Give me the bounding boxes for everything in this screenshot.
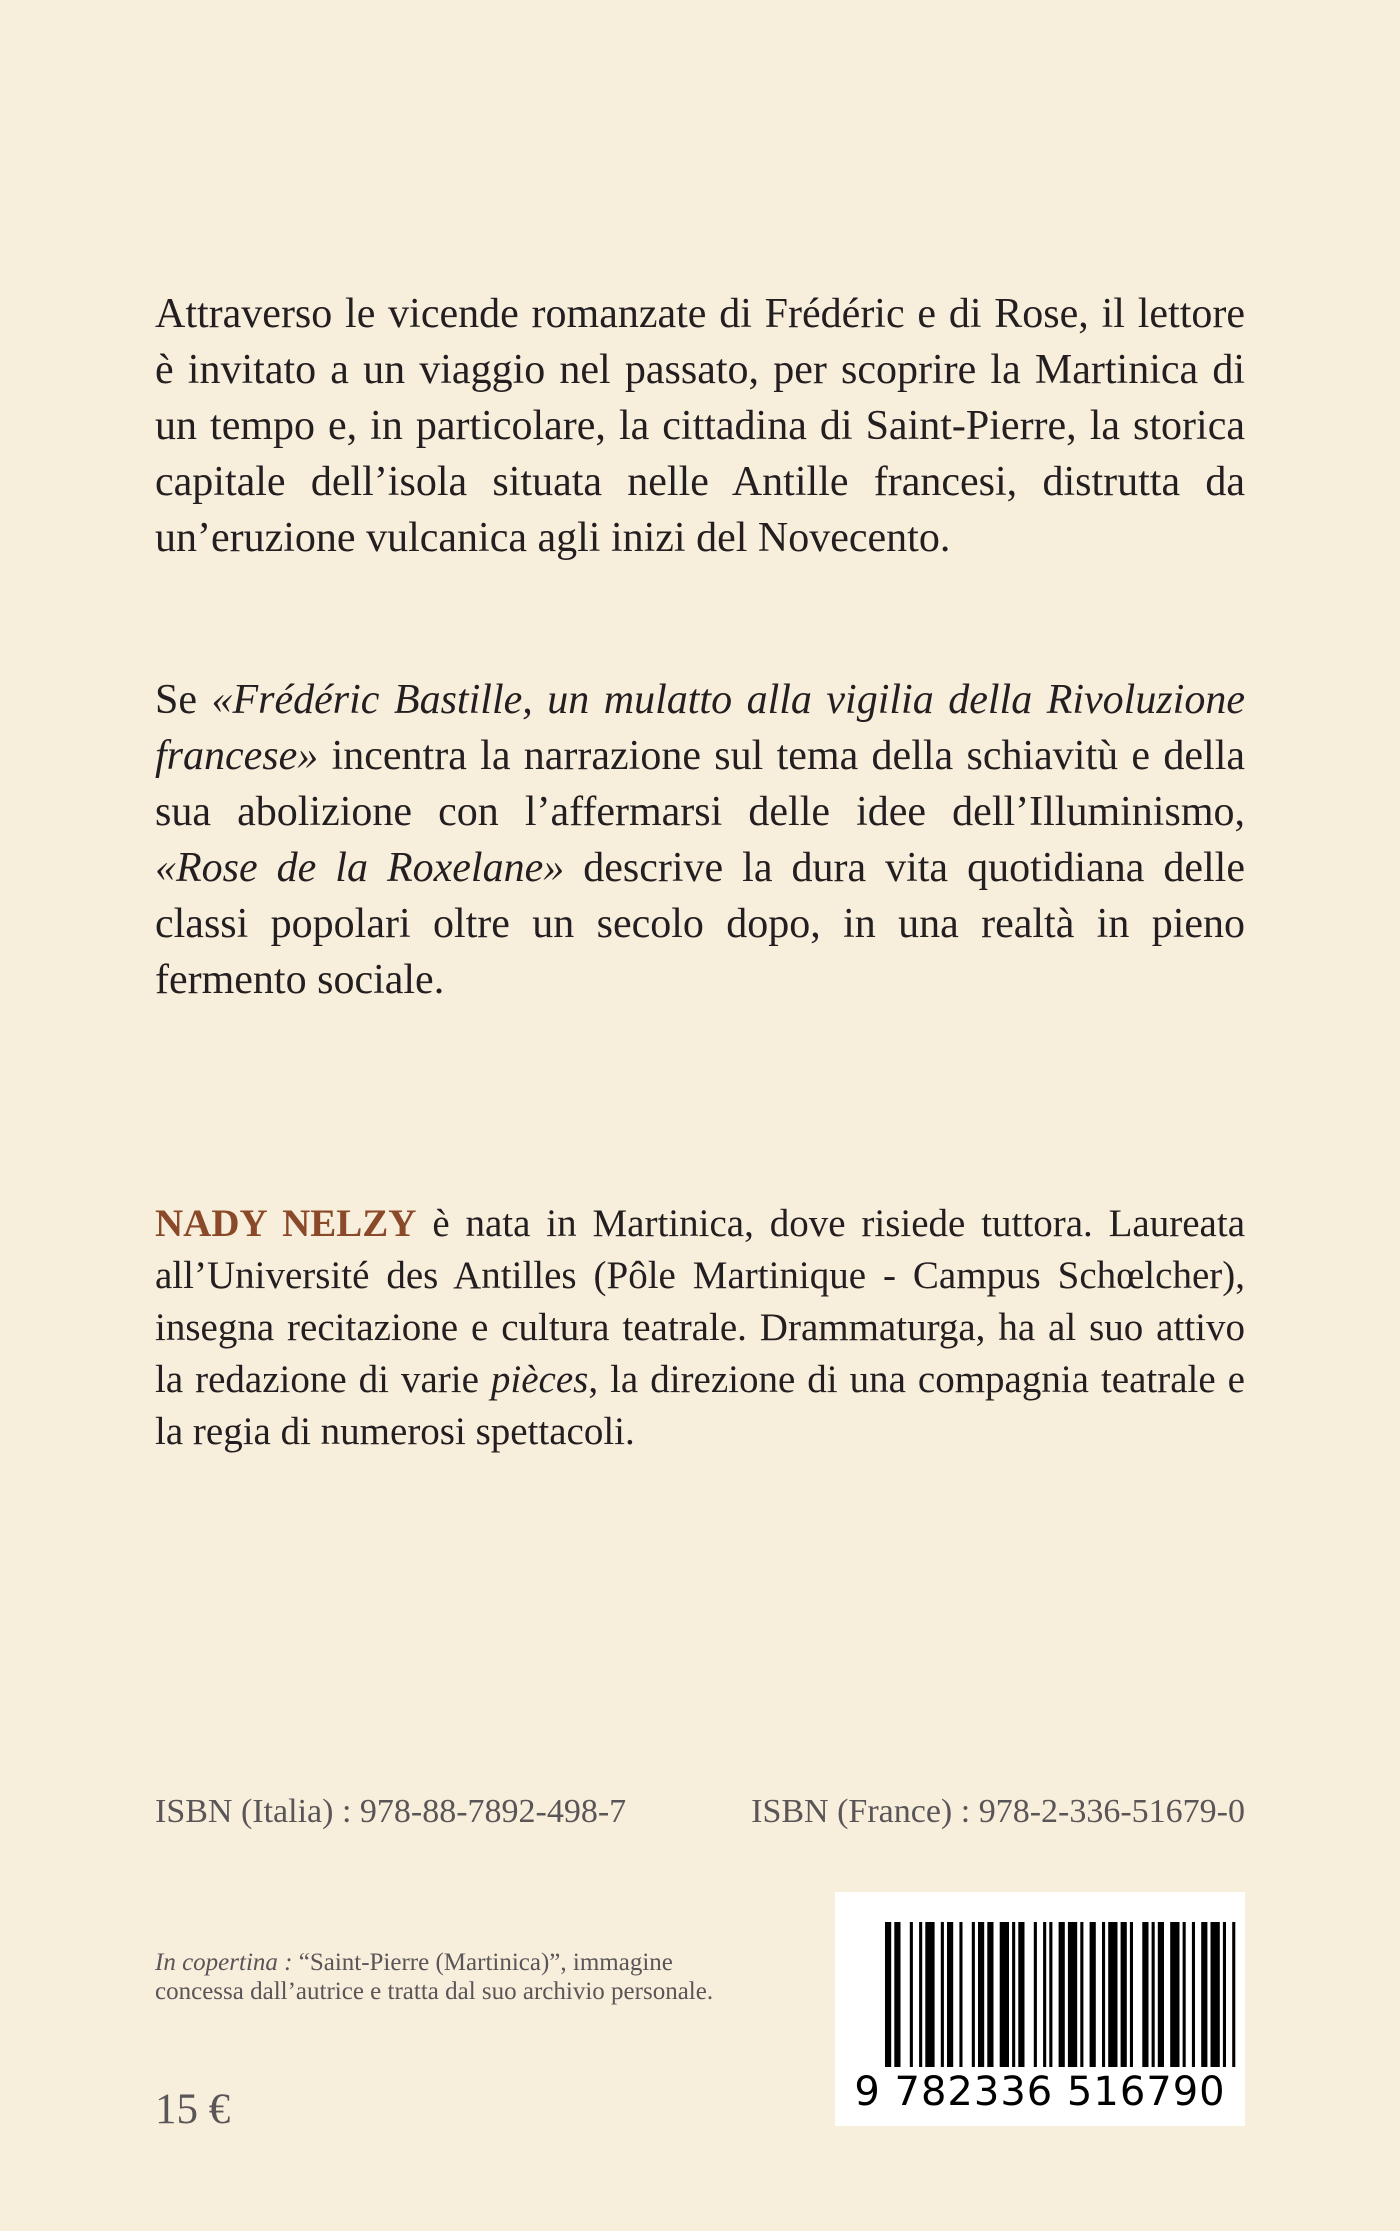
- book-title-frederic-bastille: «Frédéric Bastille, un mulatto alla vigilia della Rivoluzione francese»: [155, 677, 1245, 779]
- author-bio: [155, 1198, 1245, 1458]
- barcode-digits: 9 782336 516790: [854, 2069, 1226, 2115]
- cover-credit-label: In copertina :: [155, 1949, 293, 1976]
- author-bio-start: è nata in Martinica, dove risiede tuttora. Laureata all’Université des Antilles (Pôle Martinique - Campus Schœlcher), insegna recitazione e cultura teatrale. Drammaturga, ha al suo attivo la redazione di varie: [155, 1202, 1245, 1401]
- author-bio-end: , la direzione di una compagnia teatrale e la regia di numerosi spettacoli.: [155, 1358, 1245, 1453]
- price: 15 €: [155, 2086, 231, 2133]
- isbn-italia: ISBN (Italia) : 978-88-7892-498-7: [155, 1793, 627, 1830]
- synopsis-mid: incentra la narrazione sul tema della schiavitù e della sua abolizione con l’affermarsi delle idee dell’Illuminismo,: [155, 733, 1245, 835]
- synopsis-paragraph-2: [155, 672, 1245, 1008]
- cover-credit-text: “Saint-Pierre (Martinica)”, immagine concessa dall’autrice e tratta dal suo archivio personale.: [155, 1949, 714, 2005]
- synopsis-paragraph-1: Attraverso le vicende romanzate di Frédéric e di Rose, il lettore è invitato a un viaggio nel passato, per scoprire la Martinica di un tempo e, in particolare, la cittadina di Saint-Pierre, la storica capitale dell’isola situata nelle Antille francesi, distrutta da un’eruzione vulcanica agli inizi del Novecento.: [155, 291, 1245, 561]
- barcode: [835, 1892, 1245, 2126]
- cover-credit: [155, 1948, 715, 2006]
- synopsis-lead: Se: [155, 677, 212, 723]
- isbn-france: ISBN (France) : 978-2-336-51679-0: [751, 1793, 1245, 1830]
- synopsis-tail: descrive la dura vita quotidiana delle classi popolari oltre un secolo dopo, in una realtà in pieno fermento sociale.: [155, 845, 1245, 1003]
- author-bio-italic: pièces: [490, 1358, 589, 1401]
- author-name: NADY NELZY: [155, 1202, 417, 1245]
- book-title-rose-de-la-roxelane: «Rose de la Roxelane»: [155, 845, 565, 891]
